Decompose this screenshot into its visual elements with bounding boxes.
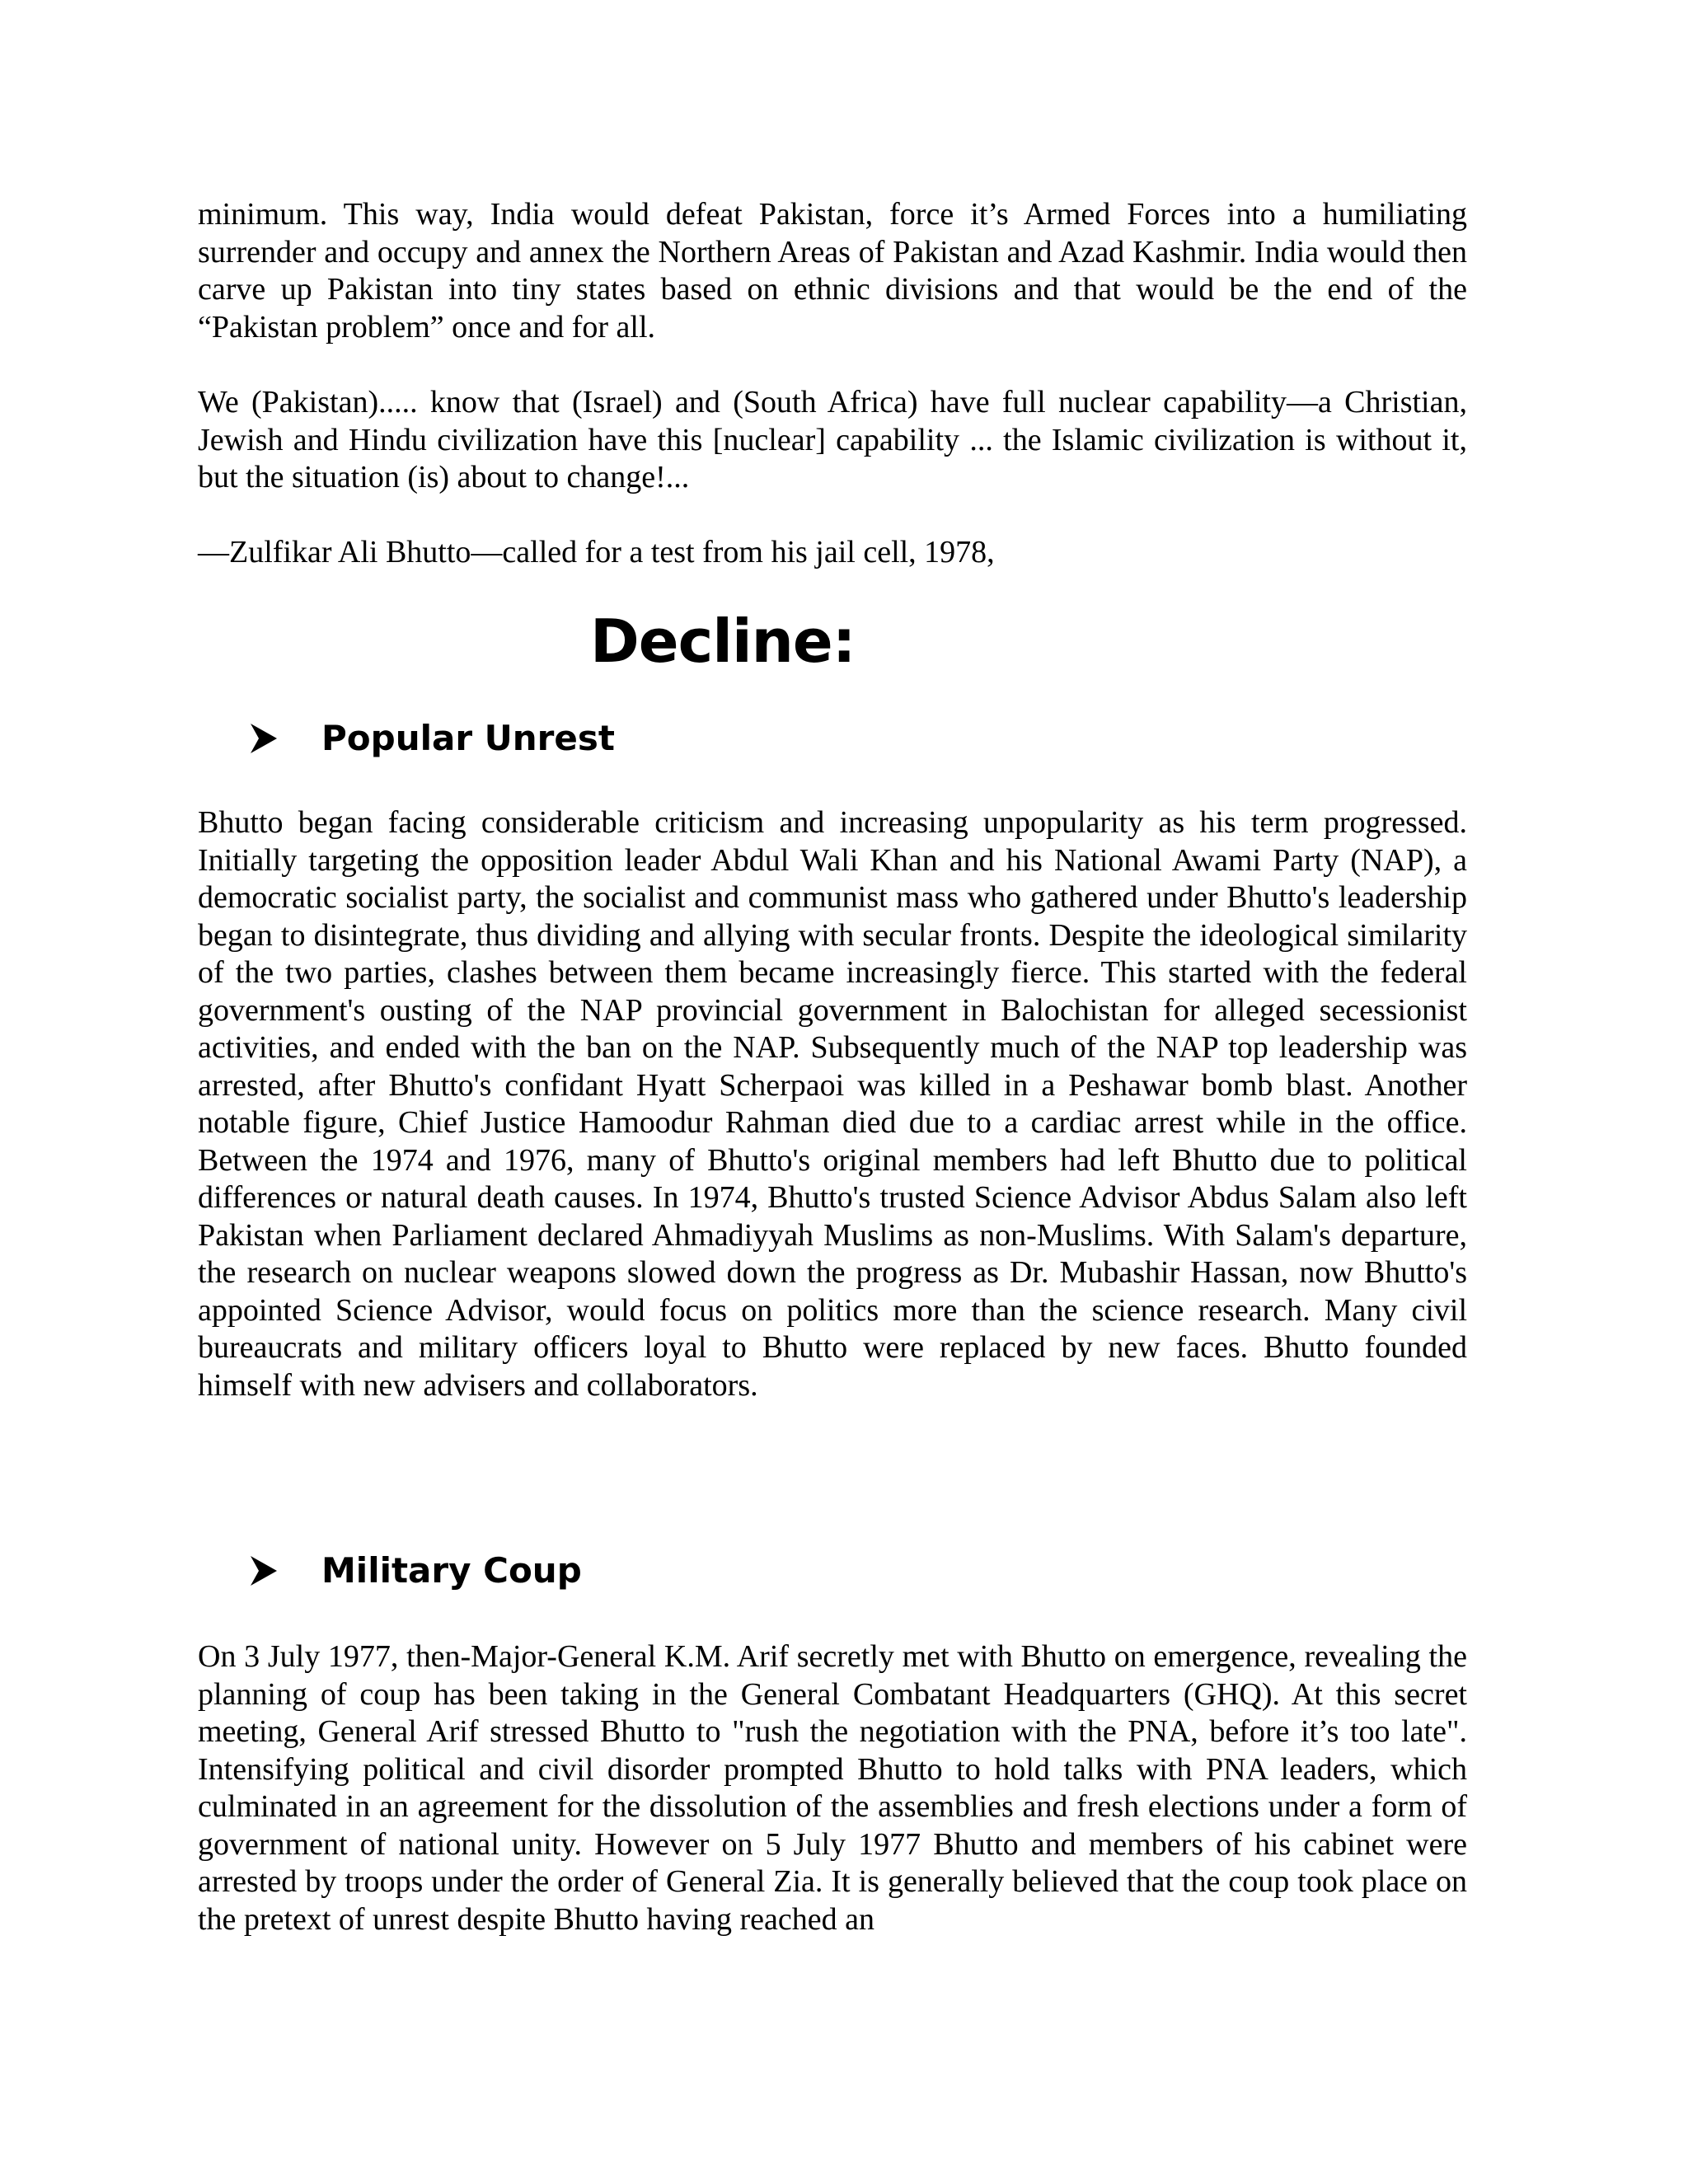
military-coup-heading <box>247 1546 582 1596</box>
intro-paragraph: minimum. This way, India would defeat Pakistan, force it’s Armed Forces into a humiliating surrender and occupy and annex the Northern Areas of Pakistan and Azad Kashmir. India would then carve up Pakistan into tiny states based on ethnic divisions and that would be the end of the “Pakistan problem” once and for all. <box>198 197 1467 344</box>
arrowhead-bullet-icon <box>247 720 297 757</box>
arrowhead-bullet-icon <box>247 1553 297 1589</box>
section-title: Decline: <box>590 607 856 676</box>
quote-attribution: —Zulfikar Ali Bhutto—called for a test from his jail cell, 1978, <box>198 535 995 569</box>
military-coup-body: On 3 July 1977, then-Major-General K.M. Arif secretly met with Bhutto on emergence, revealing the planning of coup has been taking in the General Combatant Headquarters (GHQ). At this secret meeting, General Arif stressed Bhutto to "rush the negotiation with the PNA, before it’s too late". Intensifying political and civil disorder prompted Bhutto to hold talks with PNA leaders, which culminated in an agreement for the dissolution of the assemblies and fresh elections under a form of government of national unity. However on 5 July 1977 Bhutto and members of his cabinet were arrested by troops under the order of General Zia. It is generally believed that the coup took place on the pretext of unrest despite Bhutto having reached an <box>198 1639 1467 1937</box>
popular-unrest-heading-label: Popular Unrest <box>321 718 615 758</box>
popular-unrest-heading <box>247 714 615 763</box>
popular-unrest-body: Bhutto began facing considerable criticism and increasing unpopularity as his term progressed. Initially targeting the opposition leader Abdul Wali Khan and his National Awami Party (NAP), a democratic socialist party, the socialist and communist mass who gathered under Bhutto's leadership began to disintegrate, thus dividing and allying with secular fronts. Despite the ideological similarity of the two parties, clashes between them became increasingly fierce. This started with the federal government's ousting of the NAP provincial government in Balochistan for alleged secessionist activities, and ended with the ban on the NAP. Subsequently much of the NAP top leadership was arrested, after Bhutto's confidant Hyatt Scherpaoi was killed in a Peshawar bomb blast. Another notable figure, Chief Justice Hamoodur Rahman died due to a cardiac arrest while in the office. Between the 1974 and 1976, many of Bhutto's original members had left Bhutto due to political differences or natural death causes. In 1974, Bhutto's trusted Science Advisor Abdus Salam also left Pakistan when Parliament declared Ahmadiyyah Muslims as non-Muslims. With Salam's departure, the research on nuclear weapons slowed down the progress as Dr. Mubashir Hassan, now Bhutto's appointed Science Advisor, would focus on politics more than the science research. Many civil bureaucrats and military officers loyal to Bhutto were replaced by new faces. Bhutto founded himself with new advisers and collaborators. <box>198 805 1467 1403</box>
military-coup-heading-label: Military Coup <box>321 1550 582 1591</box>
bhutto-quote: We (Pakistan)..... know that (Israel) and (South Africa) have full nuclear capability—a Christian, Jewish and Hindu civilization have this [nuclear] capability ... the Islamic civilization is without it, but the situation (is) about to change!... <box>198 385 1467 494</box>
